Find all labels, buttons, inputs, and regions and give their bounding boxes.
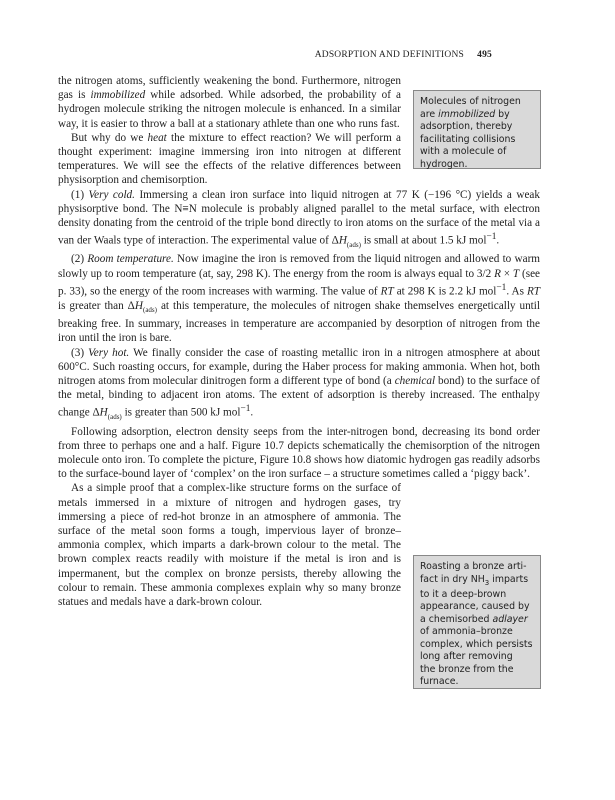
note-line: are immobilized by [420, 108, 510, 120]
page-number: 495 [477, 50, 492, 60]
note-line: furnace. [420, 676, 459, 688]
note-line: of ammonia–bronze [420, 626, 513, 638]
note-line: adsorption, thereby [420, 121, 513, 132]
note-line: to it a deep-brown [420, 588, 507, 600]
paragraph: (3) Very hot. We finally consider the case of roasting metallic iron in a nitrogen atmosphere at about 600°C. Such roasting occurs, for example, during the Haber process for making ammonia. When hot, both nitrogen atoms from molecular dinitrogen form a different type of bond (a chemical bond) to the surface of the metal, binding to adjacent iron atoms. The extent of adsorption is thereby increased. The enthalpy change $\Delta H_{(ads)}$ is greater than 500 kJ mol$^{-1}$. [58, 346, 541, 422]
paragraph: As a simple proof that a complex-like structure forms on the surface of metals immersed in a mixture of nitrogen and hydrogen gases, try immersing a piece of red-hot bronze in an atmosphere of ammonia. The surface of the metal soon forms a tough, impervious layer of bronze–ammonia complex, which imparts a dark-brown colour to the metal. The brown complex reacts readily with moisture if the metal is iron and is impermanent, but the complex on bronze persists, thereby allowing the colour to remain. These ammonia complexes explain why so many bronze statues and medals have a dark-brown colour. [58, 482, 401, 609]
note-line: the bronze from the [420, 663, 514, 675]
note-line: Molecules of nitrogen [420, 96, 521, 107]
paragraph: (2) Room temperature. Now imagine the iron is removed from the liquid nitrogen and allowed to warm slowly up to room temperature (at, say, 298 K). The energy from the room is always equal to 3/2 R × T (see p. 33), so the energy of the room increases with warming. The value of RT at 298 K is 2.2 kJ mol$^{-1}$. As RT is greater than $\Delta H_{(ads)}$ at this temperature, the molecules of nitrogen shake themselves energetically until breaking free. In summary, increases in temperature are accompanied by desorption of nitrogen from the iron until the iron is bare. [58, 253, 541, 345]
note-line: appearance, caused by [420, 601, 530, 613]
header-title: ADSORPTION AND DEFINITIONS [314, 50, 464, 60]
note-line: hydrogen. [420, 158, 468, 170]
paragraph: Following adsorption, electron density seeps from the inter-nitrogen bond, decreasing its bond order from three to perhaps one and a half. Figure 10.7 depicts schematically the chemisorption of the nitrogen molecule onto iron. To complete the picture, Figure 10.8 shows how diatomic hydrogen gas readily adsorbs to the surface-bound layer of ‘complex’ on the iron surface – a structure sometimes called a ‘piggy back’. [58, 425, 540, 481]
note-line: facilitating collisions [420, 133, 516, 145]
main-text [58, 74, 540, 609]
note-line: fact in dry $NH_3$ imparts [420, 573, 529, 587]
note-line: a chemisorbed adlayer [420, 613, 528, 625]
note-line: Roasting a bronze arti- [420, 561, 527, 572]
note-line: with a molecule of [420, 146, 507, 157]
paragraph: But why do we heat the mixture to effect reaction? We will perform a thought experiment: imagine immersing iron into nitrogen at different temperatures. We will see the effects of the relative differences between physisorption and chemisorption. [58, 131, 401, 187]
note-line: long after removing [420, 651, 513, 663]
paragraph: the nitrogen atoms, sufficiently weakening the bond. Furthermore, nitrogen gas is immobilized while adsorbed. While adsorbed, the probability of a hydrogen molecule striking the nitrogen molecule is enhanced. In a similar way, it is easier to throw a ball at a stationary athlete than one who runs fast. [58, 75, 401, 130]
note-line: complex, which persists [420, 638, 533, 650]
paragraph: (1) Very cold. Immersing a clean iron surface into liquid nitrogen at 77 K (−196 °C) yields a weak physisorptive bond. The N≡N molecule is probably aligned parallel to the metal surface, with electron density donating from the centroid of the triple bond directly to iron atoms on the surface of the metal via a van der Waals type of interaction. The experimental value of $\Delta H_{(ads)}$ is small at about 1.5 kJ mol$^{-1}$. [58, 188, 540, 250]
